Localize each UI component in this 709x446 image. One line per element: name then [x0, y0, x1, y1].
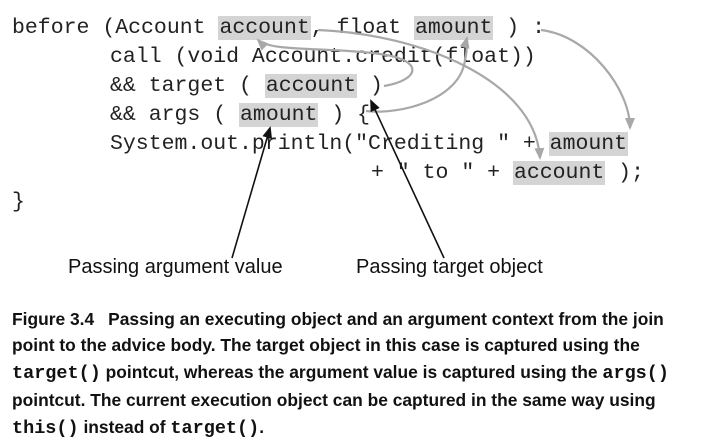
caption-code-args: args() [602, 362, 669, 384]
caption-text-2: pointcut, whereas the argument value is captured using the [100, 361, 603, 382]
args-amount-highlight: amount [240, 103, 318, 127]
code-concat-prefix: + " to " + [371, 161, 513, 185]
code-target-prefix: && target ( [110, 74, 265, 98]
code-line-1-close: ) : [493, 16, 546, 40]
code-line-3-close: ) [357, 74, 383, 98]
caption-text-3: pointcut. The current execution object can be captured in the same way using [12, 390, 656, 411]
label-passing-target: Passing target object [356, 256, 543, 278]
figure-caption [12, 306, 702, 442]
code-println-prefix: System.out.println("Crediting " + [110, 132, 549, 156]
caption-text-1: Passing an executing object and an argument context from the join point to the advice body. The target object in this case is captured using the [12, 309, 664, 356]
code-line-4 [110, 101, 370, 129]
print-account-highlight: account [513, 161, 605, 185]
caption-text-4: instead of [78, 416, 171, 437]
code-closing-brace: } [12, 190, 25, 214]
caption-code-this: this() [12, 417, 79, 439]
code-line-4-close: ) { [318, 103, 371, 127]
code-line-6 [371, 159, 644, 187]
code-line-2 [110, 43, 536, 71]
code-call-pointcut: call (void Account.credit(float)) [110, 45, 536, 69]
code-line-7 [12, 188, 25, 216]
code-float-decl: , float [310, 16, 414, 40]
param-amount-highlight: amount [414, 16, 493, 40]
param-account-highlight: account [219, 16, 310, 40]
target-account-highlight: account [265, 74, 357, 98]
print-amount-highlight: amount [549, 132, 628, 156]
code-line-1 [12, 14, 545, 42]
code-args-prefix: && args ( [110, 103, 240, 127]
label-passing-argument: Passing argument value [68, 256, 283, 278]
caption-code-target-2: target() [170, 417, 260, 439]
code-line-5 [110, 130, 628, 158]
code-before-decl: before (Account [12, 16, 219, 40]
caption-code-target: target() [12, 362, 101, 384]
caption-text-5: . [259, 416, 265, 437]
code-line-3 [110, 72, 383, 100]
figure-number: Figure 3.4 [12, 309, 95, 329]
code-line-6-close: ); [605, 161, 644, 185]
